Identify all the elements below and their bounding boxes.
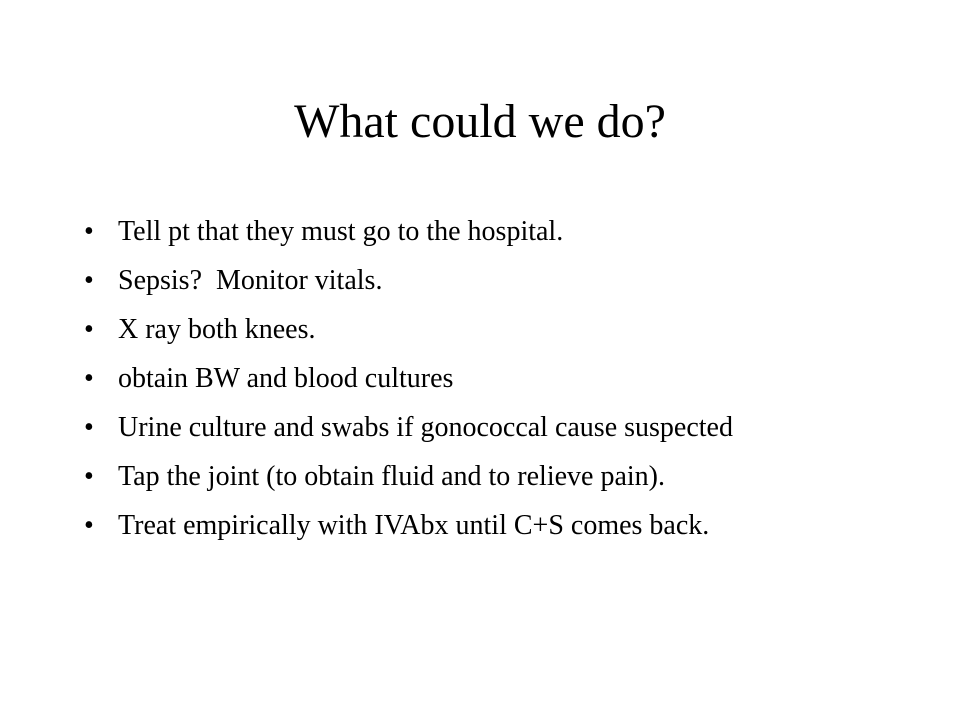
bullet-item xyxy=(84,314,884,346)
bullet-item xyxy=(84,265,884,297)
slide-title: What could we do? xyxy=(294,95,666,148)
bullet-text: Urine culture and swabs if gonococcal cause suspected xyxy=(118,412,733,443)
bullet-dot-icon: • xyxy=(84,461,94,492)
bullet-dot-icon: • xyxy=(84,314,94,345)
bullet-text: Treat empirically with IVAbx until C+S comes back. xyxy=(118,510,710,541)
bullet-dot-icon: • xyxy=(84,216,94,247)
bullet-text: Tap the joint (to obtain fluid and to relieve pain). xyxy=(118,461,665,492)
bullet-item xyxy=(84,510,884,542)
bullet-dot-icon: • xyxy=(84,510,94,541)
bullet-list xyxy=(84,216,884,559)
bullet-item xyxy=(84,216,884,248)
bullet-text: X ray both knees. xyxy=(118,314,316,345)
bullet-text: obtain BW and blood cultures xyxy=(118,363,454,394)
bullet-item xyxy=(84,412,884,444)
bullet-text: Sepsis? Monitor vitals. xyxy=(118,265,383,296)
bullet-dot-icon: • xyxy=(84,265,94,296)
bullet-text: Tell pt that they must go to the hospital. xyxy=(118,216,564,247)
bullet-dot-icon: • xyxy=(84,412,94,443)
bullet-dot-icon: • xyxy=(84,363,94,394)
bullet-item xyxy=(84,461,884,493)
bullet-item xyxy=(84,363,884,395)
